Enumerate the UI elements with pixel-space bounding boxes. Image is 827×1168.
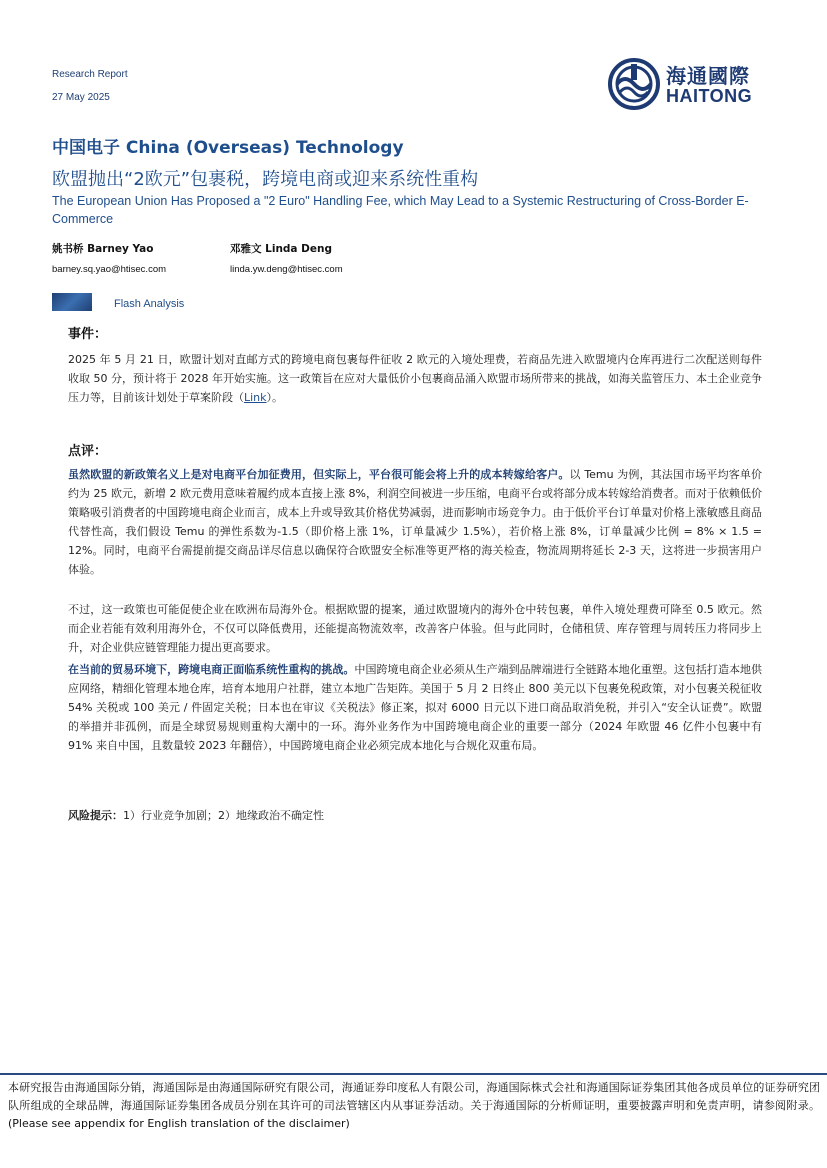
flash-analysis-label: Flash Analysis [114,298,185,310]
analyst-name: 邓雅文 Linda Deng [230,243,333,255]
sector-title: 中国电子 China (Overseas) Technology [52,138,404,158]
event-source-link[interactable]: Link [244,391,267,404]
comment-p3-lead: 在当前的贸易环境下，跨境电商正面临系统性重构的挑战。 [68,663,355,676]
analyst-name: 姚书桥 Barney Yao [52,243,154,255]
comment-paragraph-1 [68,465,762,579]
footer-divider [0,1073,827,1075]
footer-disclaimer: 本研究报告由海通国际分销，海通国际是由海通国际研究有限公司，海通证券印度私人有限公司，海通国际株式会社和海通国际证券集团其他各成员单位的证券研究团队所组成的全球品牌，海通国际证券集团各成员分别在其许可的司法管辖区内从事证券活动。关于海通国际的分析师证明，重要披露声明和免责声明，请参阅附录。(Please see appendix for English translation of the disclaimer) [8,1081,820,1130]
report-date: 27 May 2025 [52,92,110,103]
report-title-cn: 欧盟抛出“2欧元”包裹税，跨境电商或迎来系统性重构 [52,169,479,190]
event-text-tail: ）。 [266,391,284,404]
report-type: Research Report [52,69,128,80]
flash-analysis-bar [52,293,92,311]
comment-p3-text: 中国跨境电商企业必须从生产端到品牌端进行全链路本地化重塑。这包括打造本地供应网络，精细化管理本地仓库，培育本地用户社群，建立本地广告矩阵。美国于 5 月 2 日终止 800 美元以下包裹免税政策，对小包裹关税征收 54% 关税或 100 美元 / 件固定关税；日本也在审议《关税法》修正案，拟对 6000 日元以下进口商品取消免税，并引入“安全认证费”。欧盟的举措并非孤例，而是全球贸易规则重构大潮中的一环。海外业务作为中国跨境电商企业的重要一部分（2024 年欧盟 46 亿件小包裹中有 91% 来自中国，且数量较 2023 年翻倍），中国跨境电商企业必须完成本地化与合规化双重布局。 [68,663,762,752]
comment-heading: 点评： [68,444,108,459]
risk-label: 风险提示： [68,809,123,822]
comment-paragraph-3 [68,660,762,755]
report-title-en: The European Union Has Proposed a "2 Euro" Handling Fee, which May Lead to a Systemic Restructuring of Cross-Border E-Commerce [52,194,749,226]
comment-p1-lead: 虽然欧盟的新政策名义上是对电商平台加征费用，但实际上，平台很可能会将上升的成本转嫁给客户。 [68,468,570,481]
event-paragraph [68,350,762,407]
event-heading: 事件： [68,327,108,342]
event-text: 2025 年 5 月 21 日，欧盟计划对直邮方式的跨境电商包裹每件征收 2 欧元的入境处理费，若商品先进入欧盟境内仓库再进行二次配送则每件收取 50 分，预计将于 2028 年开始实施。这一政策旨在应对大量低价小包裹商品涌入欧盟市场所带来的挑战，如海关监管压力、本土企业竞争压力等，目前该计划处于草案阶段（ [68,353,762,404]
haitong-emblem-icon [608,56,660,112]
haitong-logo [608,56,772,112]
logo-text-cn: 海通國際 [666,64,750,88]
risk-warning [68,807,324,823]
analyst-email[interactable]: barney.sq.yao@htisec.com [52,264,167,275]
analyst-email[interactable]: linda.yw.deng@htisec.com [230,264,343,275]
comment-p1-text: 以 Temu 为例，其法国市场平均客单价约为 25 欧元，新增 2 欧元费用意味着履约成本直接上涨 8%，利润空间被进一步压缩，电商平台或将部分成本转嫁给消费者。而对于依赖低价策略吸引消费者的中国跨境电商企业而言，成本上升或导致其价格优势减弱，进而影响市场竞争力。由于低价平台订单量对价格上涨敏感且商品代替性高，我们假设 Temu 的弹性系数为-1.5（即价格上涨 1%，订单量减少 1.5%），若价格上涨 8%，订单量减少比例 = 8% × 1.5 = 12%。同时，电商平台需提前提交商品详尽信息以确保符合欧盟安全标准等更严格的海关检查，物流周期将延长 2-3 天，这将进一步损害用户体验。 [68,468,763,576]
risk-text: 1）行业竞争加剧；2）地缘政治不确定性 [123,809,324,822]
comment-paragraph-2 [68,600,762,657]
comment-p2-text: 不过，这一政策也可能促使企业在欧洲布局海外仓。根据欧盟的提案，通过欧盟境内的海外仓中转包裹，单件入境处理费可降至 0.5 欧元。然而企业若能有效利用海外仓，不仅可以降低费用，还能提高物流效率，改善客户体验。但与此同时，仓储租赁、库存管理与周转压力将同步上升，对企业供应链管理能力提出更高要求。 [68,603,762,654]
logo-text-en: HAITONG [666,86,753,106]
